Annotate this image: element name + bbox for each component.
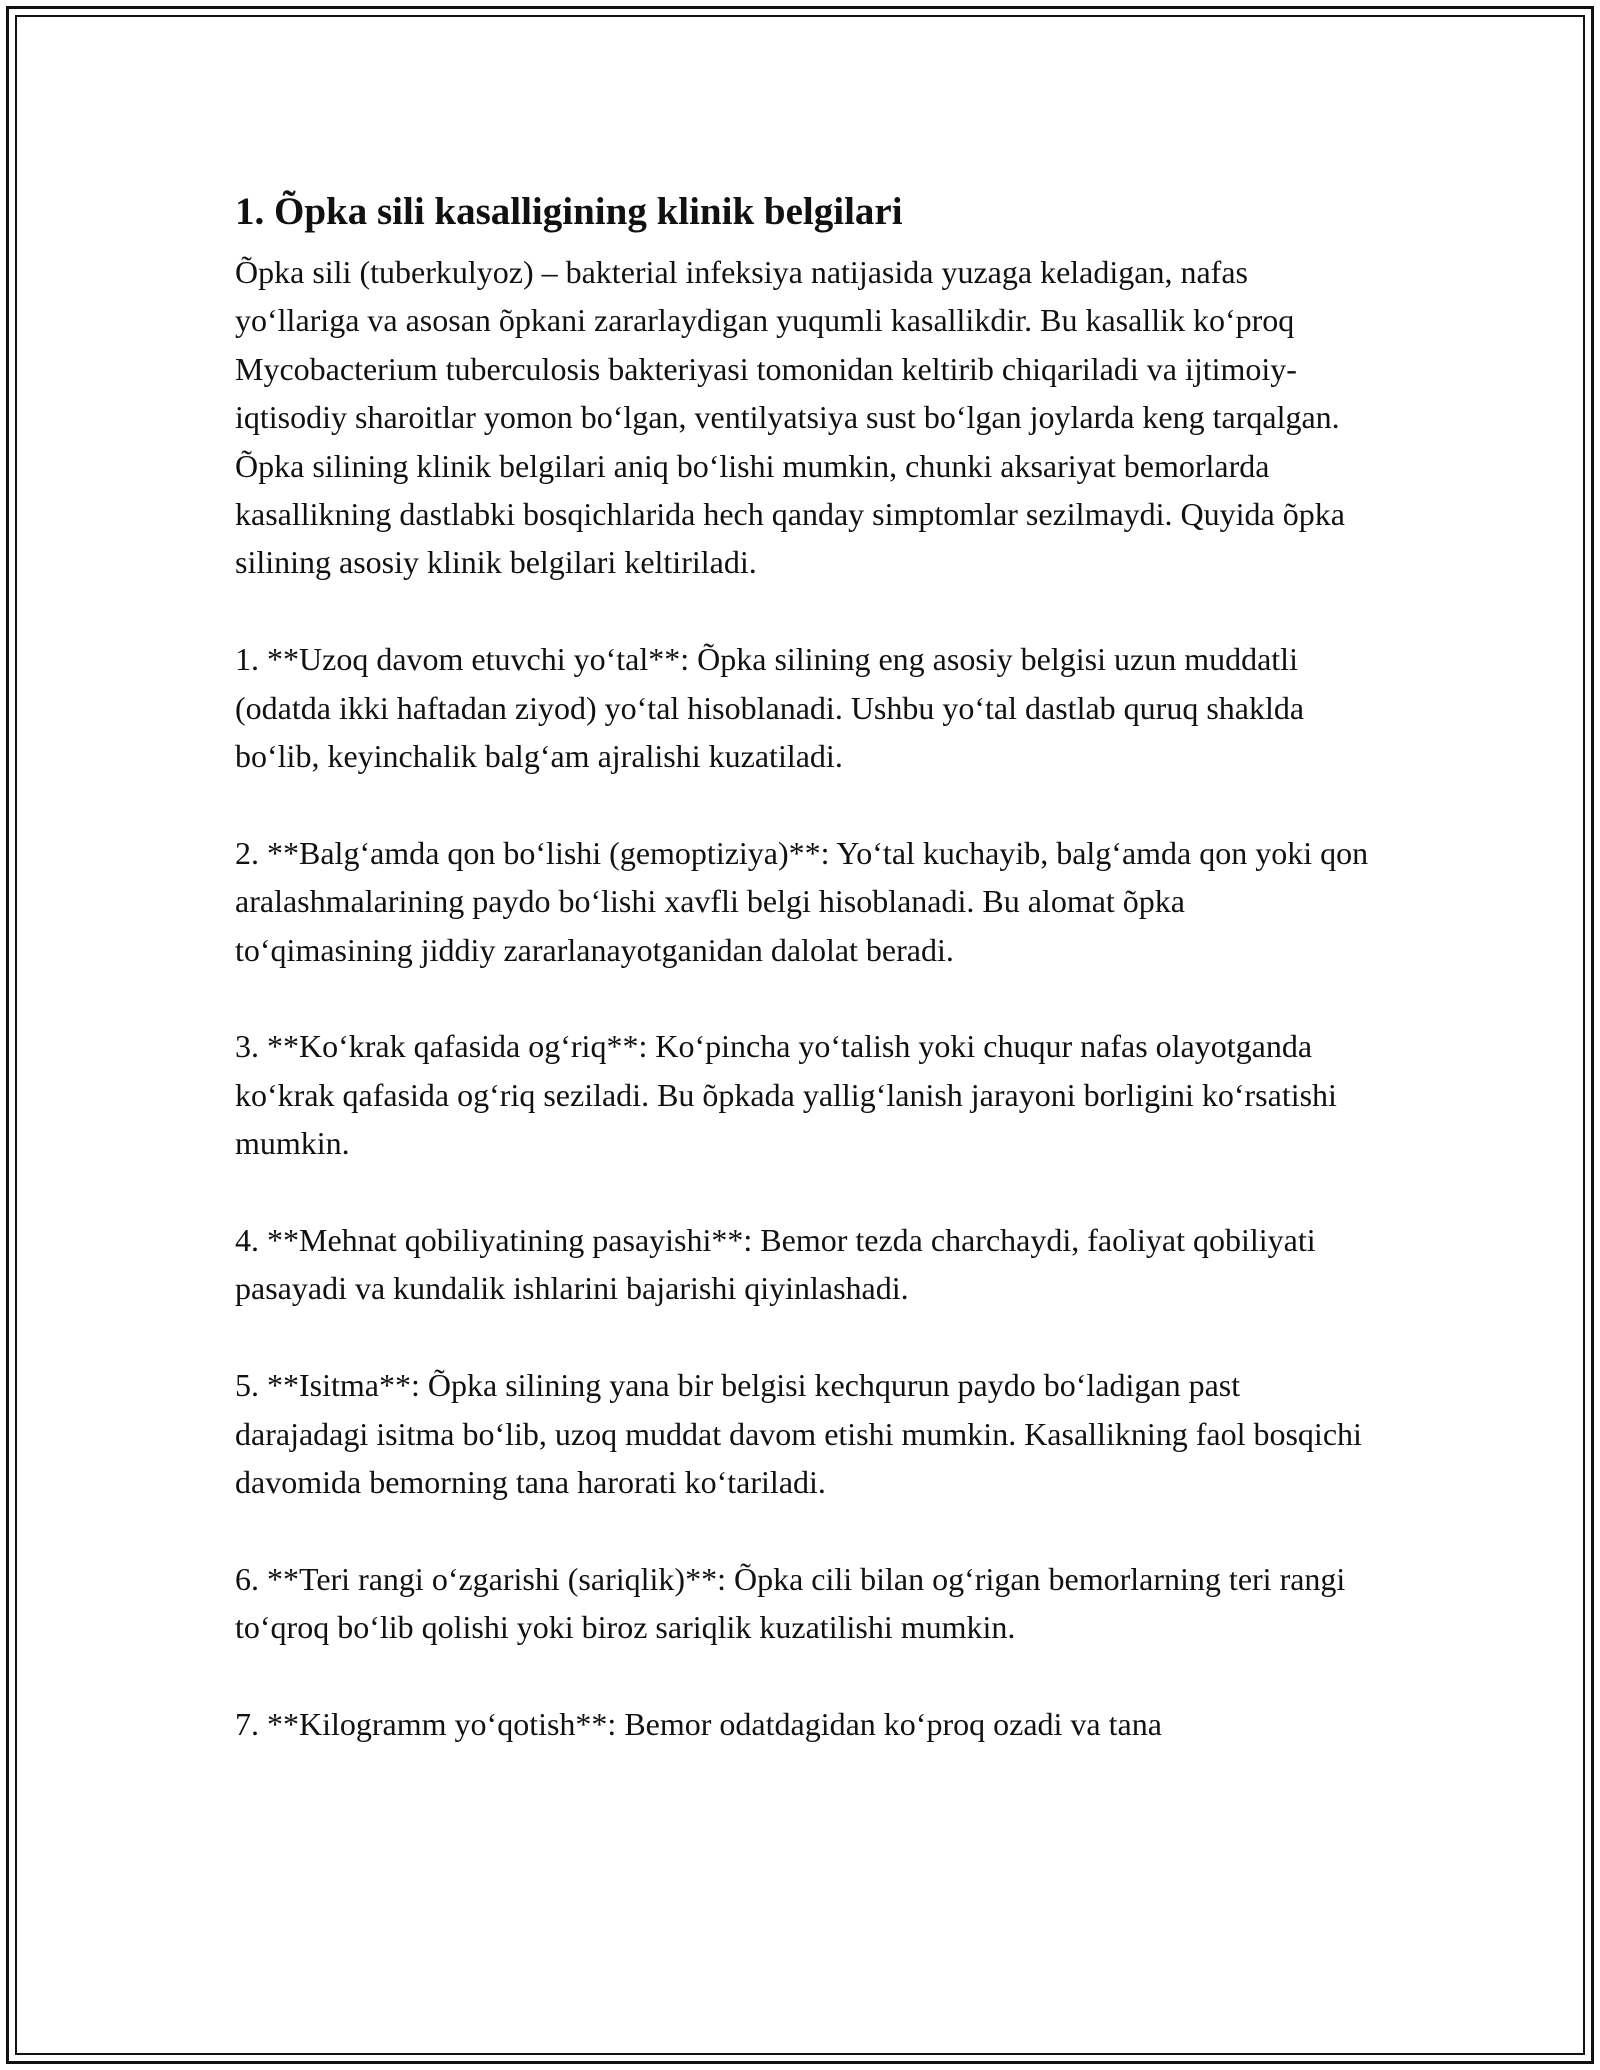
list-item: 4. **Mehnat qobiliyatining pasayishi**: Bemor tezda charchaydi, faoliyat qobiliyati pasayadi va kundalik ishlarini bajarishi qiyinlashadi. [235,1222,1316,1307]
list-item: 5. **Isitma**: Õpka silining yana bir belgisi kechqurun paydo boʻladigan past darajadagi isitma boʻlib, uzoq muddat davom etishi mumkin. Kasallikning faol bosqichi davomida bemorning tana harorati koʻtariladi. [235,1367,1362,1501]
list-item: 7. **Kilogramm yoʻqotish**: Bemor odatdagidan koʻproq ozadi va tana [235,1706,1162,1743]
section-heading: 1. Õpka sili kasalligining klinik belgilari [235,190,903,233]
list-item: 2. **Balgʻamda qon boʻlishi (gemoptiziya)**: Yoʻtal kuchayib, balgʻamda qon yoki qon aralashmalarining paydo boʻlishi xavfli belgi hisoblanadi. Bu alomat õpka toʻqimasining jiddiy zararlanayotganidan dalolat beradi. [235,834,1369,968]
intro-paragraph: Õpka sili (tuberkulyoz) – bakterial infeksiya natijasida yuzaga keladigan, nafas yoʻllariga va asosan õpkani zararlaydigan yuqumli kasallikdir. Bu kasallik koʻproq Mycobacterium tuberculosis bakteriyasi tomonidan keltirib chiqariladi va ijtimoiy-iqtisodiy sharoitlar yomon boʻlgan, ventilyatsiya sust boʻlgan joylarda keng tarqalgan. Õpka silining klinik belgilari aniq boʻlishi mumkin, chunki aksariyat bemorlarda kasallikning dastlabki bosqichlarida hech qanday simptomlar sezilmaydi. Quyida õpka silining asosiy klinik belgilari keltiriladi. [235,254,1345,581]
list-item: 1. **Uzoq davom etuvchi yoʻtal**: Õpka silining eng asosiy belgisi uzun muddatli (odatda ikki haftadan ziyod) yoʻtal hisoblanadi. Ushbu yoʻtal dastlab quruq shaklda boʻlib, keyinchalik balgʻam ajralishi kuzatiladi. [235,641,1305,775]
document-page [235,186,1370,1748]
list-item: 3. **Koʻkrak qafasida ogʻriq**: Koʻpincha yoʻtalish yoki chuqur nafas olayotganda koʻkrak qafasida ogʻriq seziladi. Bu õpkada yalligʻlanish jarayoni borligini koʻrsatishi mumkin. [235,1028,1337,1162]
list-item: 6. **Teri rangi oʻzgarishi (sariqlik)**: Õpka cili bilan ogʻrigan bemorlarning teri rangi toʻqroq boʻlib qolishi yoki biroz sariqlik kuzatilishi mumkin. [235,1560,1346,1646]
